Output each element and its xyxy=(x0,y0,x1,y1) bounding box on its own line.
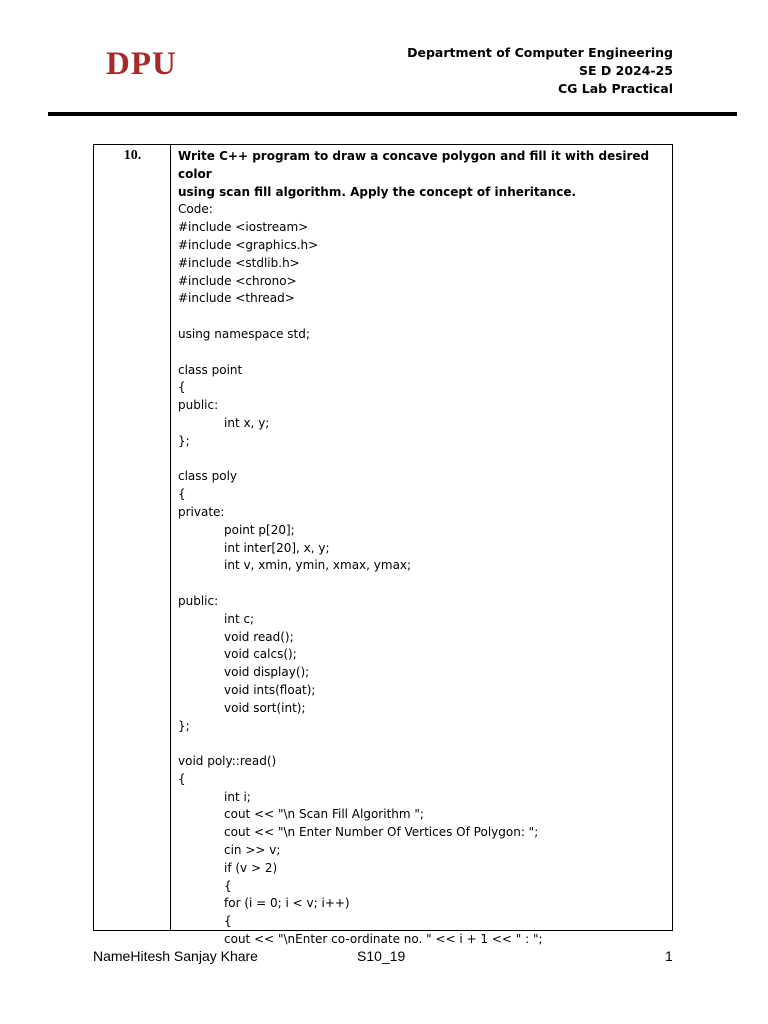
code-line: #include <stdlib.h> xyxy=(178,255,300,270)
code-line: }; xyxy=(178,433,190,448)
code-line: int c; xyxy=(224,611,255,626)
code-line: { xyxy=(224,878,232,893)
code-line: void calcs(); xyxy=(224,647,297,662)
code-line: class poly xyxy=(178,469,237,484)
code-line: { xyxy=(178,771,186,786)
code-line: #include <chrono> xyxy=(178,273,297,288)
code-line: #include <iostream> xyxy=(178,220,309,235)
header-divider xyxy=(48,112,737,116)
code-line: { xyxy=(178,380,186,395)
code-line: class point xyxy=(178,362,243,377)
code-line: private: xyxy=(178,504,225,519)
code-line: #include <graphics.h> xyxy=(178,237,319,252)
code-line: int inter[20], x, y; xyxy=(224,540,330,555)
code-line: cin >> v; xyxy=(224,843,281,858)
code-line: void ints(float); xyxy=(224,682,316,697)
practical-title: CG Lab Practical xyxy=(557,81,673,96)
code-line: }; xyxy=(178,718,190,733)
code-line: public: xyxy=(178,593,219,608)
footer-roll-number: S10_19 xyxy=(357,948,406,964)
question-table xyxy=(93,144,673,947)
code-block xyxy=(178,201,664,948)
code-line: int i; xyxy=(224,789,251,804)
code-line xyxy=(178,308,664,326)
document-header xyxy=(407,44,673,98)
footer-student-name: NameHitesh Sanjay Khare xyxy=(93,948,258,964)
code-line: int x, y; xyxy=(224,415,270,430)
question-title-line-1: Write C++ program to draw a concave polygon and fill it with desired color xyxy=(178,149,650,181)
code-line: public: xyxy=(178,398,219,413)
code-line xyxy=(178,575,664,593)
code-line: void poly::read() xyxy=(178,754,277,769)
code-line: int v, xmin, ymin, xmax, ymax; xyxy=(224,558,412,573)
code-line: { xyxy=(178,487,186,502)
code-line xyxy=(178,451,664,469)
dpu-logo: DPU xyxy=(106,46,177,82)
code-line: Code: xyxy=(178,202,213,217)
question-title-line-2: using scan fill algorithm. Apply the concept of inheritance. xyxy=(178,184,577,199)
code-line: cout << "\n Scan Fill Algorithm "; xyxy=(224,807,424,822)
code-line: { xyxy=(224,914,232,929)
code-line: for (i = 0; i < v; i++) xyxy=(224,896,350,911)
question-number: 10. xyxy=(123,148,142,163)
code-line xyxy=(178,735,664,753)
code-line: using namespace std; xyxy=(178,326,310,341)
code-line: point p[20]; xyxy=(224,522,295,537)
class-year: SE D 2024-25 xyxy=(579,63,673,78)
code-line: if (v > 2) xyxy=(224,860,278,875)
footer-page-number: 1 xyxy=(665,948,673,964)
question-number-cell xyxy=(94,145,171,930)
code-line: void sort(int); xyxy=(224,700,306,715)
department-name: Department of Computer Engineering xyxy=(407,45,673,60)
code-line: cout << "\n Enter Number Of Vertices Of Polygon: "; xyxy=(224,825,539,840)
code-line: void read(); xyxy=(224,629,294,644)
code-line xyxy=(178,344,664,362)
code-line: #include <thread> xyxy=(178,291,295,306)
question-content xyxy=(178,148,664,949)
code-line: void display(); xyxy=(224,665,310,680)
code-line: cout << "\nEnter co-ordinate no. " << i + 1 << " : "; xyxy=(224,932,543,947)
